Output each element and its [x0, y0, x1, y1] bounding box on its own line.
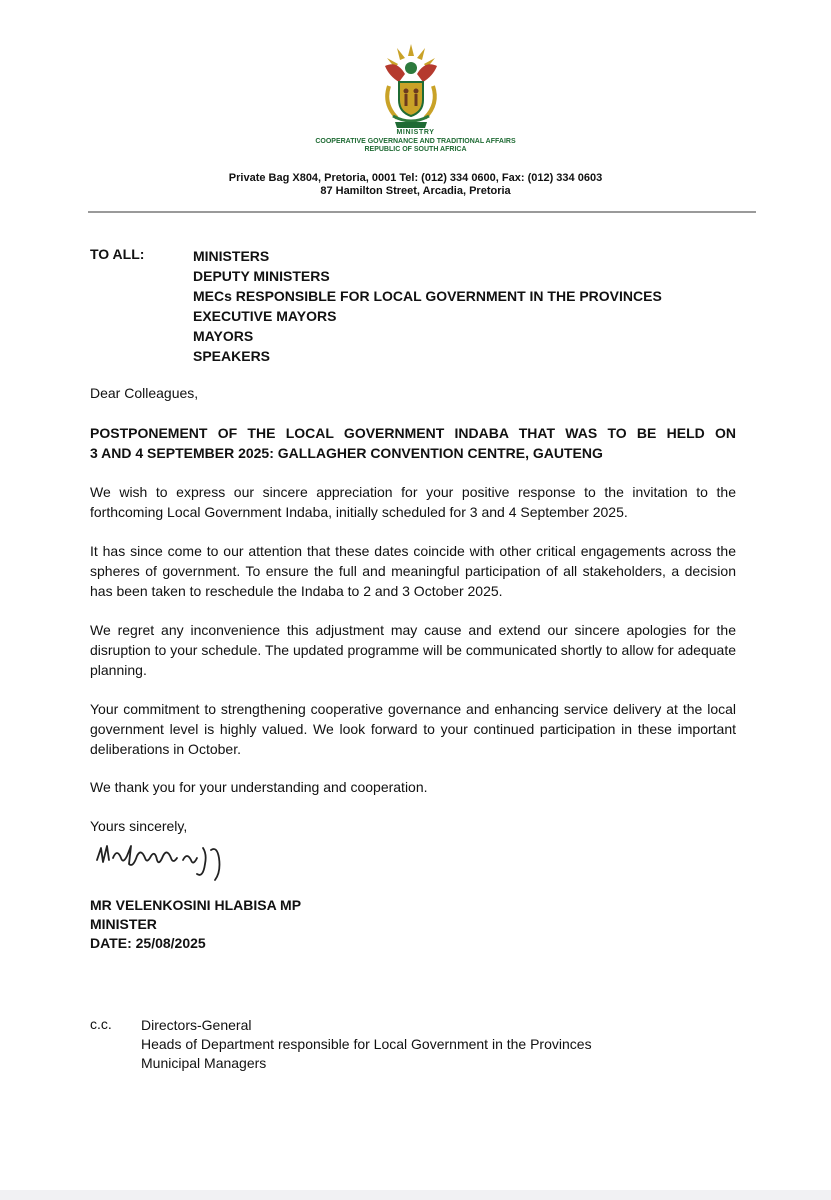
coat-of-arms-icon [375, 42, 447, 132]
recipient-item: DEPUTY MINISTERS [193, 268, 330, 284]
recipient-item: SPEAKERS [193, 348, 271, 364]
recipient-item: MAYORS [193, 328, 254, 344]
cc-item: Municipal Managers [141, 1055, 267, 1071]
body-paragraph: We thank you for your understanding and cooperation. [90, 779, 428, 795]
page-bottom-strip [0, 1190, 831, 1200]
body-paragraph: It has since come to our attention that these dates coincide with other critical engagements across the spheres of government. To ensure the full and meaningful participation of all stakeholders, a decision has been taken to reschedule the Indaba to 2 and 3 October 2025. [90, 543, 736, 599]
letter-subject [90, 423, 736, 463]
recipient-item: EXECUTIVE MAYORS [193, 308, 337, 324]
body-paragraph: Your commitment to strengthening cooperative governance and enhancing service delivery at the local government level is highly valued. We look forward to your continued participation in these important deliberations in October. [90, 701, 736, 757]
cc-item: Heads of Department responsible for Local Government in the Provinces [141, 1036, 592, 1052]
signatory-name: MR VELENKOSINI HLABISA MP [90, 897, 302, 913]
recipient-list [193, 246, 662, 366]
cc-item: Directors-General [141, 1017, 252, 1033]
signatory-title: MINISTER [90, 916, 157, 932]
to-label: TO ALL: [90, 246, 145, 262]
ministry-department: COOPERATIVE GOVERNANCE AND TRADITIONAL AFFAIRS [315, 138, 516, 145]
cc-list [141, 1016, 592, 1073]
contact-address: 87 Hamilton Street, Arcadia, Pretoria [320, 185, 511, 197]
signatory-block [90, 896, 301, 953]
body-paragraph: We regret any inconvenience this adjustment may cause and extend our sincere apologies for the disruption to your schedule. The updated programme will be communicated shortly to allow for adequate planning. [90, 622, 736, 678]
recipient-item: MECs RESPONSIBLE FOR LOCAL GOVERNMENT IN THE PROVINCES [193, 288, 662, 304]
subject-line-2: 3 AND 4 SEPTEMBER 2025: GALLAGHER CONVENTION CENTRE, GAUTENG [90, 445, 603, 461]
cc-label: c.c. [90, 1016, 112, 1032]
contact-details: Private Bag X804, Pretoria, 0001 Tel: (012) 334 0600, Fax: (012) 334 0603 [228, 172, 603, 184]
body-paragraph: We wish to express our sincere appreciation for your positive response to the invitation to the forthcoming Local Government Indaba, initially scheduled for 3 and 4 September 2025. [90, 484, 736, 520]
closing: Yours sincerely, [90, 818, 188, 834]
ministry-heading: MINISTRY [396, 129, 435, 136]
signature-date: DATE: 25/08/2025 [90, 935, 206, 951]
salutation: Dear Colleagues, [90, 385, 199, 401]
ministry-country: REPUBLIC OF SOUTH AFRICA [364, 146, 467, 153]
signature-icon [93, 834, 233, 884]
recipient-item: MINISTERS [193, 248, 270, 264]
subject-line-1: POSTPONEMENT OF THE LOCAL GOVERNMENT INDABA THAT WAS TO BE HELD ON [90, 425, 736, 441]
header-divider [88, 211, 756, 213]
